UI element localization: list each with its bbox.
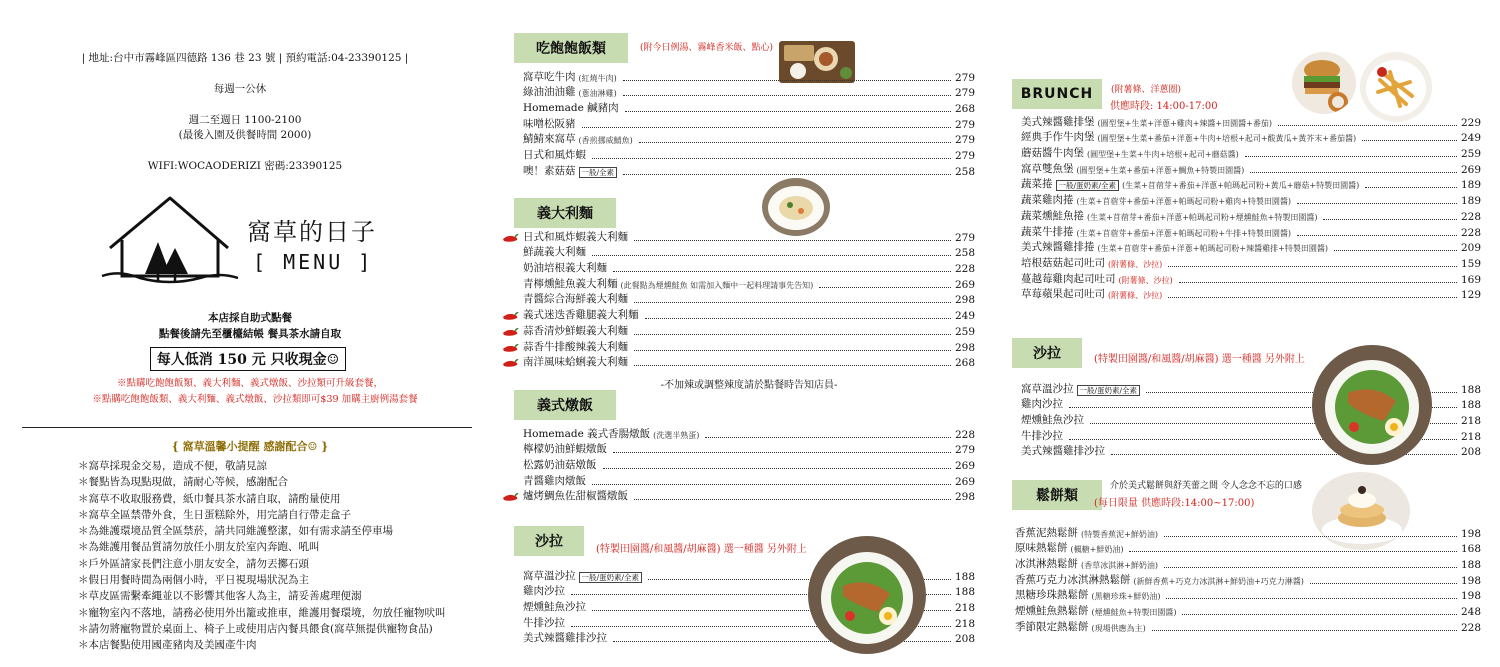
menu-item: [523, 354, 975, 370]
info-panel: [0, 0, 480, 667]
dot-leader: [1164, 536, 1457, 537]
chili-icon: [501, 358, 519, 369]
dot-leader: [645, 318, 951, 319]
menu-item: [523, 146, 975, 162]
item-name: 南洋風味蛤蜊義大利麵: [523, 356, 628, 369]
menu-item: [1015, 555, 1481, 571]
item-description: (香草冰淇淋+鮮奶油): [1081, 561, 1158, 571]
chili-icon: [501, 311, 519, 322]
item-description: (蔥油淋雞): [578, 89, 617, 99]
chili-icon: [501, 492, 519, 503]
menu-item: [523, 441, 975, 457]
dot-leader: [1168, 266, 1457, 267]
item-price: 279: [954, 444, 975, 457]
divider: [22, 427, 472, 428]
menu-item: [523, 99, 975, 115]
item-price: 268: [954, 103, 975, 116]
chili-icon: [501, 327, 519, 338]
list-item: ＊請勿將寵物置於桌面上、椅子上或使用店內餐具餵食(窩草無提供寵物食品): [78, 622, 433, 635]
item-price: 228: [1460, 226, 1481, 239]
menu-item: [1021, 144, 1481, 160]
item-name: 蔬菜燻鮭魚捲: [1021, 209, 1084, 222]
item-description: (圓型堡+生菜+番茄+洋蔥+鯛魚+特製田園醬): [1076, 165, 1245, 175]
item-description: (生菜+苜蓿芽+番茄+洋蔥+帕瑪起司粉+雞肉+特製田園醬): [1076, 197, 1291, 207]
item-price: 279: [954, 71, 975, 84]
menu-item: [523, 244, 975, 260]
item-price: 218: [954, 602, 975, 615]
list-item: ＊窩草全區禁帶外食，生日蛋糕除外，用完請自行帶走盒子: [78, 508, 351, 521]
menu-item: [523, 322, 975, 338]
item-price: 268: [954, 357, 975, 370]
address-line: | 地址:台中市霧峰區四德路 136 巷 23 號 | 預約電話:04-23390125 |: [81, 52, 409, 64]
item-name: 窩草溫沙拉: [523, 569, 576, 582]
dot-leader: [639, 142, 951, 143]
item-price: 188: [1460, 559, 1481, 572]
item-price: 259: [1460, 148, 1481, 161]
reminders-list: [78, 458, 478, 654]
item-name: 牛排沙拉: [523, 616, 565, 629]
item-price: 279: [954, 87, 975, 100]
chili-icon: [501, 343, 519, 354]
item-description: (圓型堡+生菜+番茄+洋蔥+牛肉+培根+起司+酸黃瓜+黃芥末+番茄醬): [1097, 134, 1357, 144]
menu-item: [1021, 254, 1481, 270]
risotto-list: [523, 425, 975, 503]
fries-photo: [1360, 52, 1432, 122]
salad-section-header: 沙拉: [514, 526, 584, 556]
dot-leader: [819, 287, 951, 288]
item-price: 228: [1460, 621, 1481, 634]
item-name: 經典手作牛肉堡: [1021, 131, 1095, 144]
item-name: 義式迷迭香雞腿義大利麵: [523, 309, 639, 322]
list-item: ＊寵物室內不落地，請務必使用外出籠或推車，維護用餐環境，勿放任寵物吠叫: [78, 606, 446, 619]
item-name: 雞肉沙拉: [523, 585, 565, 598]
item-price: 169: [1460, 273, 1481, 286]
item-name: 煙燻鮭魚沙拉: [523, 601, 586, 614]
dot-leader: [1182, 614, 1457, 615]
item-price: 258: [954, 247, 975, 260]
item-name: 綠油油油雞: [523, 86, 576, 99]
item-name: 蔬菜捲: [1021, 178, 1053, 191]
item-price: 159: [1460, 257, 1481, 270]
item-name: 青檸燻鮭魚義大利麵: [523, 277, 618, 290]
dot-leader: [634, 350, 951, 351]
item-name: 噢！素菇菇: [523, 164, 576, 177]
item-name: 味噌松阪豬: [523, 117, 576, 130]
menu-item: [1021, 191, 1481, 207]
item-description: (附薯條、沙拉): [1118, 275, 1173, 285]
item-price: 279: [954, 134, 975, 147]
dot-leader: [634, 334, 951, 335]
brunch-section-header: BRUNCH: [1012, 79, 1102, 109]
dot-leader: [603, 468, 951, 469]
item-description: (生菜+苜蓿芽+番茄+洋蔥+帕瑪起司粉+黃瓜+蘑菇+特製田園醬): [1122, 181, 1360, 191]
item-name: 蘑菇醬牛肉堡: [1021, 147, 1084, 160]
menu-item: [523, 115, 975, 131]
waffle-section-header: 鬆餅類: [1012, 480, 1102, 510]
dot-leader: [1152, 630, 1457, 631]
item-name: 蒜香清炒鮮蝦義大利麵: [523, 324, 628, 337]
list-item: ＊窩草採現金交易，造成不便，敬請見諒: [78, 460, 267, 472]
item-name: 草莓蘋果起司吐司: [1021, 288, 1105, 301]
item-name: 鮮蔬義大利麵: [523, 246, 586, 259]
item-price: 258: [954, 165, 975, 178]
dot-leader: [1250, 172, 1457, 173]
item-description: (新鮮香蕉+巧克力冰淇淋+鮮奶油+巧克力淋醬): [1133, 576, 1304, 586]
menu-item: [523, 306, 975, 322]
closed-day: 每週一公休: [213, 83, 267, 95]
logo-name: 窩草的日子: [247, 218, 377, 246]
item-name: 蔓越莓雞肉起司吐司: [1021, 272, 1116, 285]
menu-item: [1015, 524, 1481, 540]
brunch-hours: 供應時段: 14:00-17:00: [1110, 101, 1218, 112]
item-price: 298: [954, 491, 975, 504]
item-description: (特製香蕉泥+鮮奶油): [1081, 529, 1158, 539]
item-price: 269: [954, 278, 975, 291]
dot-leader: [613, 271, 951, 272]
list-item: ＊本店餐點使用國產豬肉及美國產牛肉: [78, 639, 257, 652]
menu-item: [523, 291, 975, 307]
item-price: 269: [954, 460, 975, 473]
menu-item: [1021, 113, 1481, 129]
salad2-note: (特製田園醬/和風醬/胡麻醬) 選一種醬 另外附上: [1094, 354, 1305, 365]
reminders-title: { 窩草溫馨小提醒 感謝配合☺ }: [171, 440, 329, 453]
item-name: 煙燻鮭魚沙拉: [1021, 414, 1084, 427]
item-name: 蒜香牛排酸辣義大利麵: [523, 340, 628, 353]
soup-set-note: ※點購吃飽飽飯類、義大利麵、義式燉飯、沙拉類即可$39 加購主廚例湯套餐: [92, 394, 418, 405]
item-name: 香蕉巧克力冰淇淋熱鬆餅: [1015, 573, 1131, 586]
dot-leader: [634, 365, 951, 366]
menu-item: [1015, 618, 1481, 634]
dot-leader: [623, 174, 951, 175]
risotto-section-header: 義式燉飯: [514, 390, 616, 420]
dot-leader: [1129, 551, 1457, 552]
item-name: 鯖鯖來窩草: [523, 133, 576, 146]
dot-leader: [623, 95, 951, 96]
item-price: 279: [954, 118, 975, 131]
item-name: 窩草溫沙拉: [1021, 382, 1074, 395]
item-name: 牛排沙拉: [1021, 429, 1063, 442]
menu-item: [523, 425, 975, 441]
item-price: 198: [1460, 590, 1481, 603]
item-name: 窩草吃牛肉: [523, 70, 576, 83]
item-price: 248: [1460, 606, 1481, 619]
menu-item: [523, 488, 975, 504]
logo-subtitle: [ MENU ]: [253, 250, 374, 274]
dot-leader: [1168, 297, 1457, 298]
burger-photo: [1292, 52, 1356, 114]
list-item: ＊戶外區請家長們注意小朋友安全，請勿丟擲石頭: [78, 557, 309, 570]
dot-leader: [1310, 583, 1457, 584]
pasta-section-header: 義大利麵: [514, 198, 616, 228]
item-price: 189: [1460, 195, 1481, 208]
menu-item: [523, 228, 975, 244]
menu-item: [523, 131, 975, 147]
dot-leader: [623, 80, 951, 81]
dot-leader: [1164, 567, 1457, 568]
item-price: 188: [954, 570, 975, 583]
list-item: ＊窩草不收取服務費，紙巾餐具茶水請自取，請酌量使用: [78, 492, 341, 505]
item-price: 298: [954, 341, 975, 354]
item-name: 季節限定熱鬆餅: [1015, 620, 1089, 633]
item-name: 煙燻鮭魚熱鬆餅: [1015, 605, 1089, 618]
item-name: 培根菇菇起司吐司: [1021, 256, 1105, 269]
last-order: (最後入園及供餐時間 2000): [178, 129, 312, 141]
item-price: 269: [1460, 163, 1481, 176]
house-logo-icon: [100, 190, 240, 290]
item-name: 日式和風炸蝦義大利麵: [523, 230, 628, 243]
item-name: 蔬菜雞肉捲: [1021, 194, 1074, 207]
item-description: (洗選半熟蛋): [653, 430, 700, 440]
dot-leader: [625, 111, 951, 112]
item-price: 208: [954, 633, 975, 646]
brunch-list: [1021, 113, 1481, 301]
dot-leader: [1297, 203, 1457, 204]
item-description: (生菜+苜蓿芽+番茄+洋蔥+帕瑪起司粉+牛排+特製田園醬): [1076, 228, 1291, 238]
item-description: (楓糖+鮮奶油): [1070, 545, 1124, 555]
item-name: 冰淇淋熱鬆餅: [1015, 558, 1078, 571]
item-price: 228: [1460, 210, 1481, 223]
dot-leader: [1245, 156, 1457, 157]
item-name: 雞肉沙拉: [1021, 398, 1063, 411]
rice-note: (附今日例湯、霧峰香米飯、點心): [640, 43, 774, 53]
chili-icon: [501, 233, 519, 244]
item-price: 188: [1460, 399, 1481, 412]
item-description: (圓型堡+生菜+牛肉+培根+起司+蘑菇醬): [1087, 150, 1239, 160]
item-name: 美式辣醬雞排沙拉: [1021, 445, 1105, 458]
menu-item: [1021, 160, 1481, 176]
dot-leader: [592, 255, 951, 256]
item-price: 209: [1460, 242, 1481, 255]
item-name: 日式和風炸蝦: [523, 149, 586, 162]
item-diet-tag: 一般/蛋奶素/全素: [1077, 385, 1141, 396]
menu-item: [523, 275, 975, 291]
item-name: 原味熱鬆餅: [1015, 542, 1068, 555]
item-description: (煙燻鮭魚+特製田園醬): [1091, 608, 1177, 618]
item-description: (生菜+苜蓿芽+番茄+洋蔥+帕瑪起司粉+辣醬雞排+特製田園醬): [1097, 244, 1328, 254]
pasta-list: [523, 228, 975, 369]
menu-item: [1021, 286, 1481, 302]
menu-item: [523, 456, 975, 472]
fries-icon: [1360, 52, 1432, 122]
item-price: 228: [954, 428, 975, 441]
dot-leader: [1334, 250, 1457, 251]
salad-bowl-icon: [1312, 345, 1432, 465]
dot-leader: [1278, 125, 1457, 126]
dot-leader: [1179, 282, 1457, 283]
salad2-section-header: 沙拉: [1012, 338, 1082, 368]
salad-photo: [808, 536, 926, 654]
item-price: 188: [954, 586, 975, 599]
list-item: ＊草皮區需繫牽繩並以不影響其他客人為主，請妥善處理便溺: [78, 590, 362, 603]
item-name: 美式辣醬雞排捲: [1021, 241, 1095, 254]
dot-leader: [634, 499, 951, 500]
opening-hours: 週二至週日 1100-2100: [188, 114, 302, 126]
dot-leader: [1323, 219, 1456, 220]
menu-item: [1021, 270, 1481, 286]
item-name: 檸檬奶油鮮蝦燉飯: [523, 443, 607, 456]
item-price: 168: [1460, 543, 1481, 556]
menu-item: [1021, 129, 1481, 145]
item-price: 259: [954, 325, 975, 338]
dot-leader: [592, 158, 951, 159]
salad-bowl-icon: [808, 536, 926, 654]
item-name: 窩草雙魚堡: [1021, 162, 1074, 175]
item-price: 218: [954, 617, 975, 630]
dot-leader: [1297, 235, 1457, 236]
pasta-spicy-note: -不加辣或調整辣度請於點餐時告知店員-: [660, 380, 838, 391]
item-name: 松露奶油菇燉飯: [523, 459, 597, 472]
item-diet-tag: 一般/蛋奶素/全素: [1056, 180, 1120, 191]
item-description: (附薯條、沙拉): [1108, 291, 1163, 301]
item-description: (附薯條、沙拉): [1108, 259, 1163, 269]
item-price: 189: [1460, 179, 1481, 192]
item-name: 青醬雞肉燉飯: [523, 474, 586, 487]
set-upgrade-note: ※點購吃飽飽飯類、義大利麵、義式燉飯、沙拉類可升級套餐，: [116, 378, 383, 389]
menu-item: [1021, 176, 1481, 192]
brunch-note: (附薯條、洋蔥圈): [1111, 85, 1182, 95]
dot-leader: [705, 437, 951, 438]
dot-leader: [634, 302, 951, 303]
menu-item: [1021, 223, 1481, 239]
waffle-note: (每日限量 供應時段:14:00~17:00): [1094, 498, 1255, 509]
ordering-line-2: 點餐後請先至櫃檯結帳 餐具茶水請自取: [158, 328, 342, 340]
menu-item: [1015, 602, 1481, 618]
menu-item: [523, 338, 975, 354]
wifi-info: WIFI:WOCAODERIZI 密碼:23390125: [147, 160, 343, 172]
dot-leader: [1362, 140, 1457, 141]
list-item: ＊假日用餐時間為兩個小時，平日視現場狀況為主: [78, 574, 309, 587]
item-price: 229: [1460, 116, 1481, 129]
item-description: (香煎挪威鯖魚): [578, 136, 633, 146]
dot-leader: [1365, 187, 1457, 188]
item-price: 198: [1460, 574, 1481, 587]
menu-item: [523, 259, 975, 275]
burger-icon: [1292, 52, 1356, 114]
item-name: 蔬菜牛排捲: [1021, 225, 1074, 238]
menu-item: [523, 472, 975, 488]
item-description: (此餐點為煙燻鮭魚 如需加入麵中一起料理請事先告知): [620, 280, 814, 290]
menu-item: [523, 84, 975, 100]
waffle-tagline: 介於美式鬆餅與舒芙蕾之間 令人念念不忘的口感: [1110, 481, 1302, 491]
menu-item: [523, 162, 975, 178]
menu-item: [1015, 571, 1481, 587]
dot-leader: [592, 484, 951, 485]
item-name: Homemade 鹹豬肉: [523, 102, 619, 115]
item-price: 208: [1460, 446, 1481, 459]
item-price: 249: [954, 310, 975, 323]
item-price: 279: [954, 231, 975, 244]
item-price: 279: [954, 150, 975, 163]
item-name: 香蕉泥熱鬆餅: [1015, 526, 1078, 539]
item-name: 美式辣醬雞排堡: [1021, 115, 1095, 128]
dot-leader: [1166, 598, 1457, 599]
item-description: (黑糖珍珠+鮮奶油): [1091, 592, 1161, 602]
item-price: 198: [1460, 527, 1481, 540]
item-price: 249: [1460, 132, 1481, 145]
item-description: (現場供應為主): [1091, 623, 1146, 633]
menu-item: [523, 68, 975, 84]
salad2-photo: [1312, 345, 1432, 465]
list-item: ＊餐點皆為現點現做，請耐心等候，感謝配合: [78, 476, 288, 489]
item-price: 298: [954, 294, 975, 307]
menu-item: [1021, 207, 1481, 223]
rice-section-header: 吃飽飽飯類: [514, 33, 628, 63]
dot-leader: [613, 452, 951, 453]
ordering-line-1: 本店採自助式點餐: [208, 312, 292, 324]
item-name: 美式辣醬雞排沙拉: [523, 632, 607, 645]
item-name: 爐烤鯛魚佐甜椒醬燉飯: [523, 490, 628, 503]
rice-list: [523, 68, 975, 178]
item-price: 218: [1460, 415, 1481, 428]
waffle-list: [1015, 524, 1481, 634]
item-diet-tag: 一般/全素: [579, 167, 618, 178]
item-name: 奶油培根義大利麵: [523, 262, 607, 275]
dot-leader: [634, 240, 951, 241]
menu-item: [1015, 587, 1481, 603]
item-name: Homemade 義式香腸燉飯: [523, 427, 651, 440]
item-price: 218: [1460, 430, 1481, 443]
salad-note: (特製田園醬/和風醬/胡麻醬) 選一種醬 另外附上: [596, 544, 807, 555]
item-price: 269: [954, 475, 975, 488]
minimum-charge-box: 每人低消 150 元 只收現金☺: [150, 347, 346, 371]
item-name: 青醬綜合海鮮義大利麵: [523, 293, 628, 306]
list-item: ＊為維護用餐品質請勿放任小朋友於室內奔跑、吼叫: [78, 541, 320, 554]
item-description: (生菜+苜蓿芽+番茄+洋蔥+帕瑪起司粉+煙燻鮭魚+特製田園醬): [1087, 212, 1318, 222]
menu-item: [1015, 540, 1481, 556]
dot-leader: [582, 127, 951, 128]
item-description: (圓型堡+生菜+洋蔥+雞肉+辣醬+田園醬+番茄): [1097, 118, 1272, 128]
item-price: 188: [1460, 383, 1481, 396]
list-item: ＊為維護環境品質全區禁菸，請共同維護整潔，如有需求請至停車場: [78, 525, 393, 538]
item-price: 228: [954, 263, 975, 276]
item-description: (紅燒牛肉): [578, 73, 617, 83]
menu-item: [1021, 239, 1481, 255]
item-price: 129: [1460, 289, 1481, 302]
item-diet-tag: 一般/蛋奶素/全素: [579, 572, 643, 583]
item-name: 黑糖珍珠熱鬆餅: [1015, 589, 1089, 602]
